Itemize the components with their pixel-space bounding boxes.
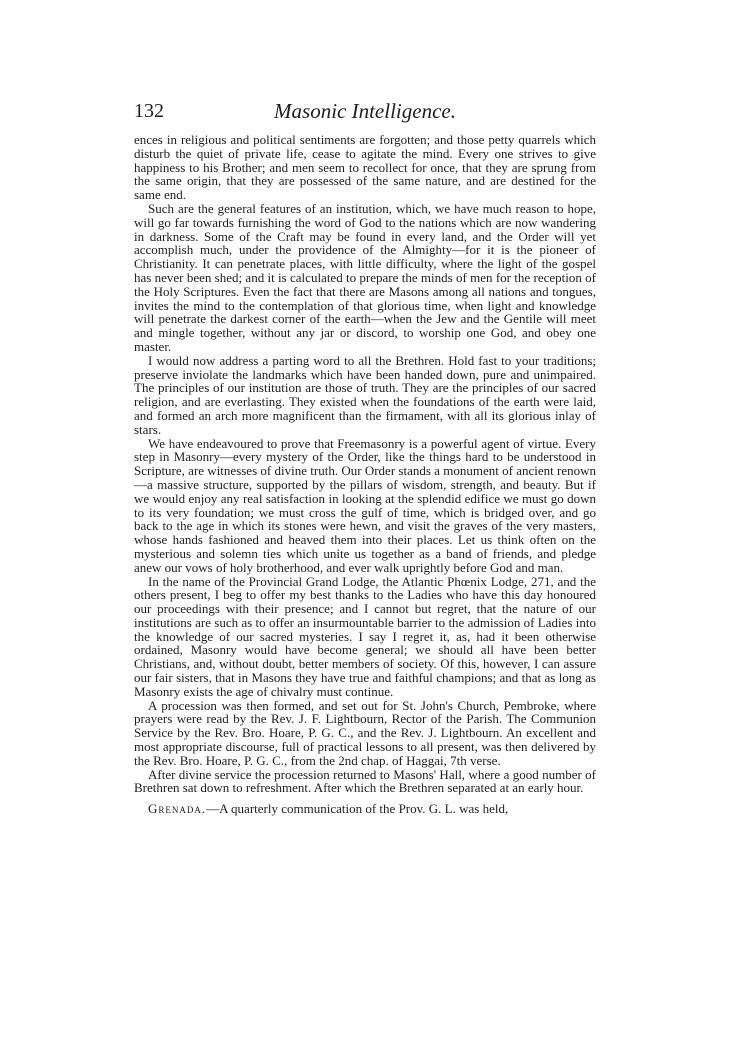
paragraph: We have endeavoured to prove that Freemasonry is a powerful agent of virtue. Every step in Masonry—every mystery of the Order, like the things hard to be understood in Scripture, are witnesses of divine truth. Our Order stands a monument of ancient renown—a massive structure, supported by the pillars of wisdom, strength, and beauty. But if we would enjoy any real satisfaction in looking at the splendid edifice we must go down to its very foundation; we must cross the gulf of time, which is bridged over, and go back to the age in which its stones were hewn, and visit the graves of the very masters, whose hands fashioned and heaved them into their places. Let us think often on the mysterious and solemn ties which unite us together as a band of friends, and pledge anew our vows of holy brotherhood, and ever walk uprightly before God and man. (134, 435, 596, 575)
paragraph: After divine service the procession returned to Masons' Hall, where a good number of Brethren sat down to refreshment. After which the Brethren separated at an early hour. (134, 766, 596, 796)
paragraph: Such are the general features of an institution, which, we have much reason to hope, will go far towards furnishing the word of God to the nations which are now wandering in darkness. Some of the Craft may be found in every land, and the Order will yet accomplish much, under the providence of the Almighty—for it is the pioneer of Christianity. It can penetrate places, with little difficulty, where the light of the gospel has never been shed; and it is calculated to prepare the minds of men for the reception of the Holy Scriptures. Even the fact that there are Masons among all nations and tongues, invites the mind to the contemplation of that glorious time, when light and knowledge will penetrate the darkest corner of the earth—when the Jew and the Gentile will meet and mingle together, without any jar or discord, to worship one God, and obey one master. (134, 200, 596, 354)
grenada-text: —A quarterly communication of the Prov. G. L. was held, (206, 801, 509, 817)
paragraph: I would now address a parting word to all the Brethren. Hold fast to your traditions; preserve inviolate the landmarks which have been handed down, pure and unimpaired. The principles of our institution are those of truth. They are the principles of our sacred religion, and are everlasting. They existed when the foundations of the earth were laid, and formed an arch more magnificent than the firmament, with all its glorious inlay of stars. (134, 352, 596, 437)
paragraph: In the name of the Provincial Grand Lodge, the Atlantic Phœnix Lodge, 271, and the others present, I beg to offer my best thanks to the Ladies who have this day honoured our proceedings with their presence; and I cannot but regret, that the nature of our institutions are such as to offer an insurmountable barrier to the admission of Ladies into the knowledge of our sacred mysteries. I say I regret it, as, had it been otherwise ordained, Masonry would have become general; we should all have been better Christians, and, without doubt, better members of society. Of this, however, I can assure our fair sisters, that in Masons they have true and faithful champions; and that as long as Masonry exists the age of chivalry must continue. (134, 573, 596, 699)
section-heading: Grenada. (148, 801, 207, 817)
running-title: Masonic Intelligence. (274, 99, 456, 123)
grenada-paragraph (134, 802, 596, 816)
page-header (134, 98, 596, 128)
paragraph: A procession was then formed, and set out for St. John's Church, Pembroke, where prayers were read by the Rev. J. F. Lightbourn, Rector of the Parish. The Communion Service by the Rev. Bro. Hoare, P. G. C., and the Rev. J. Lightbourn. An excellent and most appropriate discourse, full of practical lessons to all present, was then delivered by the Rev. Bro. Hoare, P. G. C., from the 2nd chap. of Haggai, 7th verse. (134, 697, 596, 768)
paragraph: ences in religious and political sentiments are forgotten; and those petty quarrels which disturb the quiet of private life, cease to agitate the mind. Every one strives to give happiness to his Brother; and men seem to recollect for once, that they are sprung from the same origin, that they are possessed of the same nature, and are destined for the same end. (134, 132, 596, 203)
page-number: 132 (134, 100, 164, 122)
body-text (134, 133, 596, 816)
